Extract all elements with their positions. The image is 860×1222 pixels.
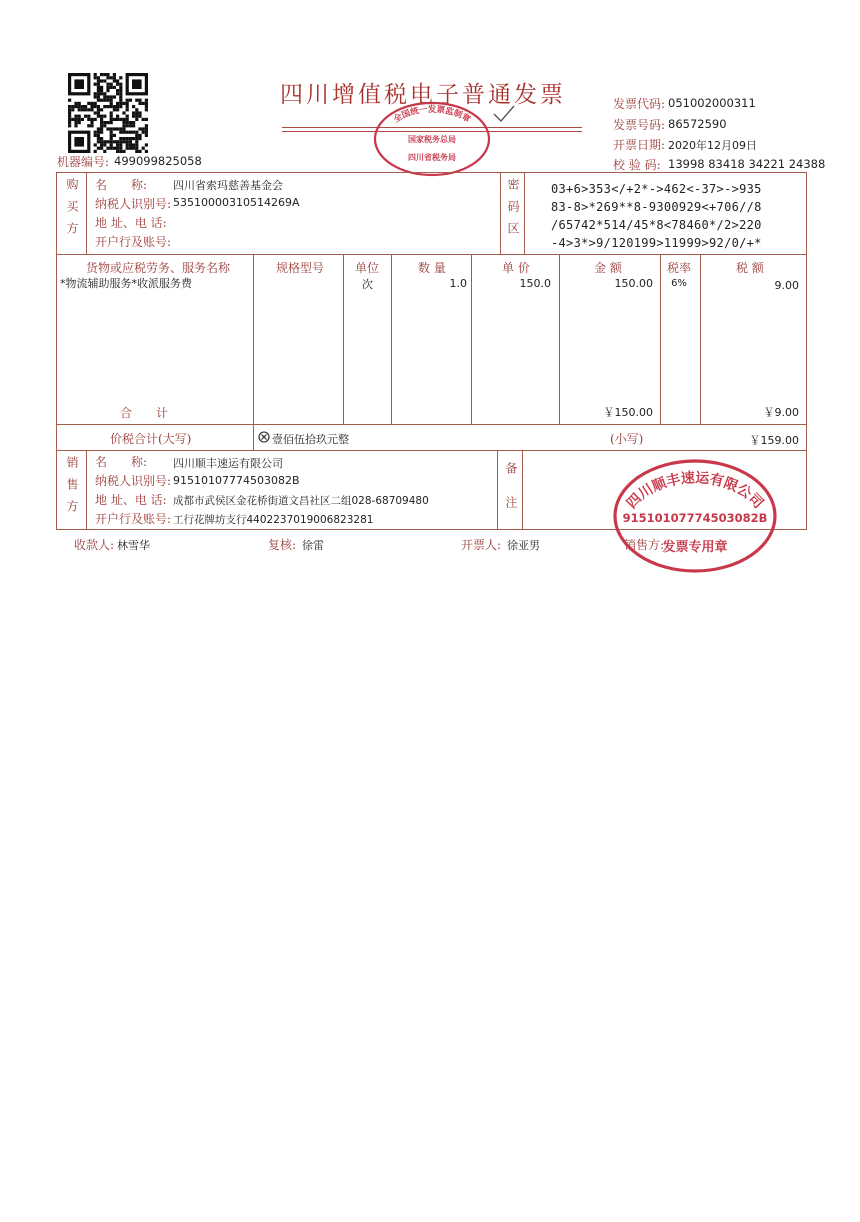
cipher-line: -4>3*>9/120199>11999>92/0/+* [551,236,762,250]
machine-number-label: 机器编号: [57,155,110,169]
cipher-line: /65742*514/45*8<78460*/2>220 [551,218,762,232]
seller-tax-id-label: 纳税人识别号: [95,474,172,488]
svg-text:四川顺丰速运有限公司 [624,469,767,512]
item-amount: 150.00 [614,277,653,290]
seller-name-label: 名 称: [95,455,148,469]
reviewer: 徐雷 [302,539,324,552]
invoice-number-label: 发票号码: [613,118,666,132]
header-qty: 数 量 [418,261,446,275]
cross-circle-icon [258,431,270,443]
remarks-label: 备注 [504,462,518,530]
invoice-date: 2020年12月09日 [668,139,757,152]
cipher-line: 03+6>353</+2*->462<-37>->935 [551,182,762,196]
seller-seal-arc-text: 四川顺丰速运有限公司 [623,470,767,512]
buyer-name: 四川省索玛慈善基金会 [173,179,283,192]
tax-bureau-seal [372,100,492,178]
drawer: 徐亚男 [507,539,540,552]
item-price: 150.0 [519,277,551,290]
buyer-bank-label: 开户行及账号: [95,235,172,249]
checkmark-icon [492,104,516,124]
payee-label: 收款人: [74,538,115,552]
seal-bottom-text: 四川省税务局 [408,153,456,162]
check-code-label: 校 验 码: [613,158,661,172]
buyer-section-label: 购买方 [65,178,79,244]
seller-bank: 工行花牌坊支行4402237019006823281 [173,514,374,526]
grand-total-label: 价税合计(大写) [110,432,192,446]
invoice-title: 四川增值税电子普通发票 [280,82,566,108]
invoice-code-label: 发票代码: [613,97,666,111]
item-qty: 1.0 [449,277,467,290]
grand-total-uppercase: 壹佰伍拾玖元整 [272,433,349,446]
header-item-name: 货物或应税劳务、服务名称 [86,261,231,275]
header-amount: 金 额 [594,261,622,275]
seller-signature-label: 销售方: [624,538,665,552]
machine-number: 499099825058 [114,154,202,168]
seller-address: 成都市武侯区金花桥街道文昌社区二组028-68709480 [173,495,429,507]
seller-invoice-seal [612,458,778,574]
seal-top-text: 全国统一发票监制章 [392,105,472,126]
seller-tax-id: 91510107774503082B [173,474,300,487]
total-label: 合 计 [120,406,169,420]
grand-total-lowercase-label: (小写) [610,432,644,446]
item-unit: 次 [362,278,373,291]
buyer-name-label: 名 称: [95,178,148,192]
invoice-date-label: 开票日期: [613,138,666,152]
invoice-code: 051002000311 [668,96,756,110]
check-code: 13998 83418 34221 24388 [668,157,826,171]
cipher-section-label: 密码区 [506,178,520,244]
total-amount: ￥150.00 [603,406,653,419]
buyer-tax-id: 53510000310514269A [173,196,300,209]
buyer-address-label: 地 址、电 话: [95,216,167,230]
header-price: 单 价 [502,261,530,275]
header-rate: 税率 [667,261,692,275]
invoice-number: 86572590 [668,117,727,131]
reviewer-label: 复核: [268,538,297,552]
buyer-tax-id-label: 纳税人识别号: [95,197,172,211]
seller-name: 四川顺丰速运有限公司 [173,457,283,470]
item-name: *物流辅助服务*收派服务费 [60,277,192,290]
header-unit: 单位 [355,261,380,275]
drawer-label: 开票人: [461,538,502,552]
seller-seal-bottom-text: 发票专用章 [662,540,728,555]
seller-bank-label: 开户行及账号: [95,512,172,526]
seller-address-label: 地 址、电 话: [95,493,167,507]
cipher-line: 83-8>*269**8-9300929<+706//8 [551,200,762,214]
seller-seal-tax-id: 91510107774503082B [622,511,768,525]
grand-total-lowercase: ￥159.00 [749,434,799,447]
payee: 林雪华 [117,539,150,552]
item-tax: 9.00 [774,279,799,292]
total-tax: ￥9.00 [763,406,799,419]
seal-middle-text: 国家税务总局 [408,135,456,144]
qr-code-icon [68,73,148,153]
item-rate: 6% [671,278,687,289]
header-tax: 税 额 [736,261,764,275]
header-spec: 规格型号 [276,261,325,275]
seller-section-label: 销售方 [65,456,79,522]
